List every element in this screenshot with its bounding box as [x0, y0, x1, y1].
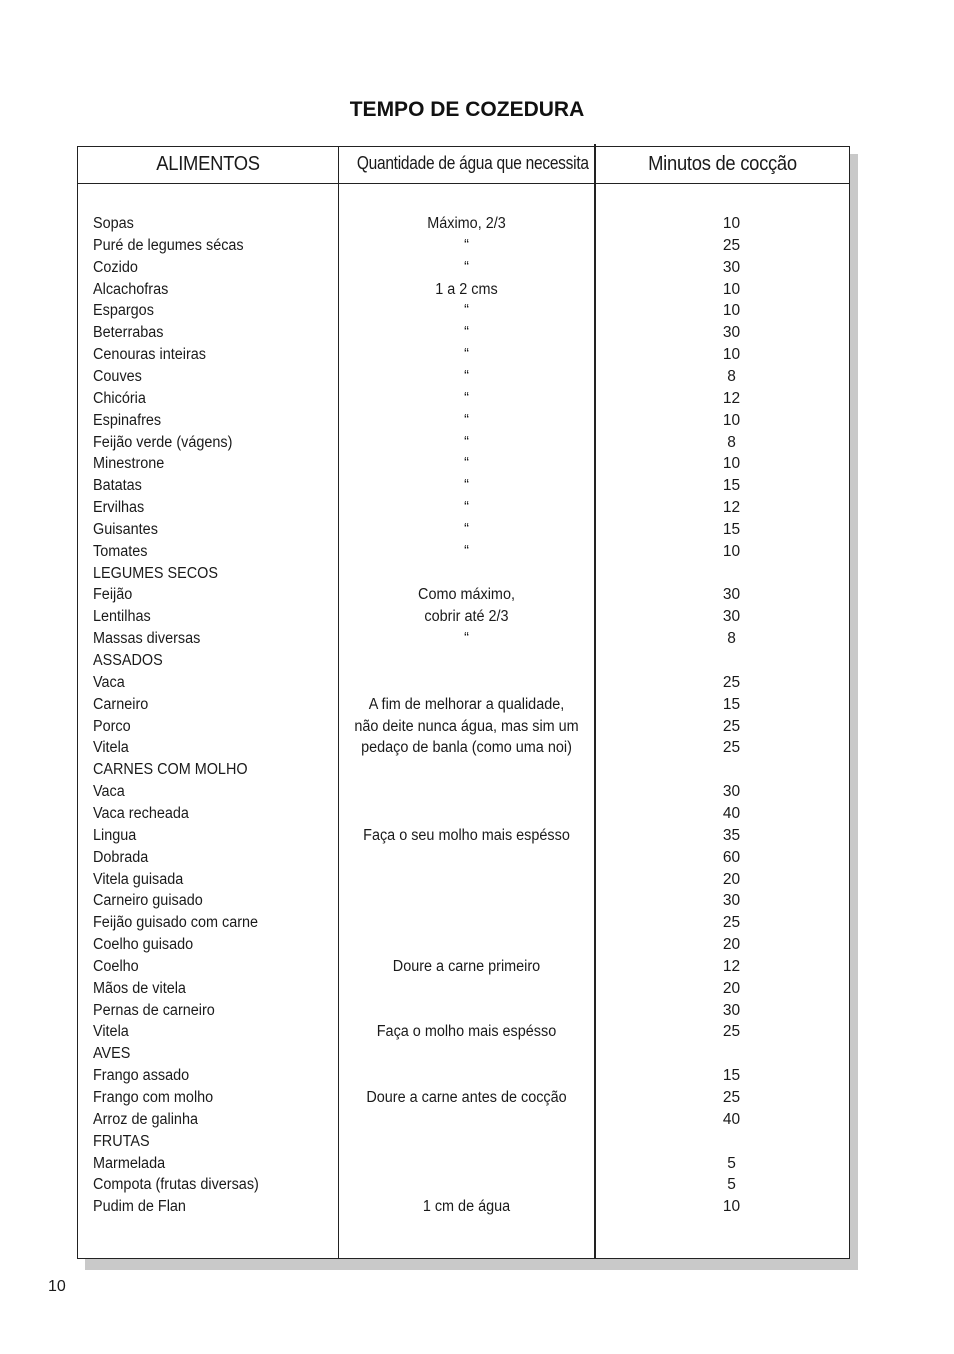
water-note: “	[464, 499, 469, 517]
food-item: Porco	[93, 717, 131, 735]
minutes-value: 12	[722, 957, 741, 975]
minutes-value: 20	[722, 979, 741, 997]
food-item: Feijão verde (vágens)	[93, 433, 233, 451]
food-item: FRUTAS	[93, 1132, 150, 1150]
minutes-value: 10	[722, 542, 741, 560]
water-note: Máximo, 2/3	[427, 215, 506, 232]
header-water: Quantidade de água que necessita	[356, 153, 589, 173]
minutes-value: 35	[722, 826, 741, 844]
food-item: Alcachofras	[93, 280, 169, 298]
minutes-value: 15	[722, 477, 741, 495]
food-item: Cenouras inteiras	[93, 346, 206, 364]
food-item: Lingua	[93, 826, 137, 844]
water-note: A fim de melhorar a qualidade,	[368, 695, 565, 713]
minutes-value: 30	[722, 324, 741, 342]
food-item: Cozido	[93, 258, 138, 276]
food-item: Compota (frutas diversas)	[93, 1176, 259, 1194]
food-item: Pudim de Flan	[93, 1198, 186, 1216]
food-item: Guisantes	[93, 520, 158, 538]
water-note: “	[464, 367, 469, 385]
minutes-value: 10	[722, 455, 741, 473]
water-note: “	[464, 433, 469, 451]
food-item: Feijão	[93, 586, 133, 604]
food-item: Couves	[93, 367, 142, 385]
water-note: “	[464, 236, 469, 254]
water-note: Doure a carne antes de cocção	[366, 1089, 567, 1106]
food-item: Chicória	[93, 389, 146, 407]
cooking-time-table	[77, 146, 850, 1259]
food-item: Feijão guisado com carne	[93, 914, 259, 932]
water-note: 1 a 2 cms	[435, 280, 498, 298]
minutes-value: 25	[722, 236, 741, 254]
minutes-value: 10	[722, 346, 741, 364]
food-item: Massas diversas	[93, 630, 201, 648]
water-note: “	[464, 630, 469, 648]
food-item: LEGUMES SECOS	[93, 564, 218, 582]
food-item: Vitela guisada	[93, 870, 184, 888]
minutes-value: 8	[727, 630, 736, 648]
food-item: Minestrone	[93, 455, 165, 473]
minutes-value: 30	[722, 892, 741, 910]
food-item: AVES	[93, 1045, 131, 1063]
food-item: Mãos de vitela	[93, 979, 186, 997]
minutes-value: 10	[722, 411, 741, 429]
minutes-value: 8	[727, 433, 736, 451]
water-note: Doure a carne primeiro	[392, 957, 541, 975]
minutes-value: 25	[722, 1023, 741, 1041]
header-minutes: Minutos de cocção	[648, 153, 797, 175]
minutes-value: 60	[722, 848, 741, 866]
minutes-value: 10	[722, 215, 741, 232]
food-item: Frango com molho	[93, 1089, 214, 1106]
food-item: Sopas	[93, 215, 134, 232]
food-item: Beterrabas	[93, 324, 164, 342]
water-note: cobrir até 2/3	[424, 608, 509, 626]
header-divider	[78, 183, 849, 184]
minutes-value: 5	[727, 1154, 736, 1172]
minutes-value: 12	[722, 499, 741, 517]
water-note: 1 cm de água	[422, 1198, 511, 1216]
food-item: Lentilhas	[93, 608, 151, 626]
minutes-value: 10	[722, 302, 741, 320]
minutes-value: 40	[722, 1110, 741, 1128]
water-note: “	[464, 389, 469, 407]
minutes-value: 30	[722, 258, 741, 276]
food-item: Pernas de carneiro	[93, 1001, 215, 1019]
minutes-value: 30	[722, 608, 741, 626]
food-item: Vaca	[93, 783, 125, 801]
water-note: Faça o seu molho mais espésso	[363, 826, 570, 844]
minutes-value: 25	[722, 739, 741, 757]
food-item: Batatas	[93, 477, 142, 495]
food-item: Arroz de galinha	[93, 1110, 198, 1128]
food-item: Vitela	[93, 739, 129, 757]
food-item: Carneiro	[93, 695, 149, 713]
minutes-value: 15	[722, 695, 741, 713]
food-item: ASSADOS	[93, 652, 163, 669]
water-note: “	[464, 302, 469, 320]
minutes-value: 30	[722, 1001, 741, 1019]
water-note: Como máximo,	[418, 586, 515, 604]
water-note: “	[464, 455, 469, 473]
food-item: Vaca recheada	[93, 804, 189, 822]
water-note: “	[464, 324, 469, 342]
food-item: Marmelada	[93, 1154, 166, 1172]
food-item: Espargos	[93, 302, 154, 320]
minutes-value: 25	[722, 717, 741, 735]
water-note: “	[464, 258, 469, 276]
food-item: Coelho guisado	[93, 936, 194, 954]
water-note: não deite nunca água, mas sim um	[354, 717, 579, 735]
food-item: Frango assado	[93, 1067, 190, 1085]
minutes-value: 25	[722, 914, 741, 932]
minutes-value: 20	[722, 936, 741, 954]
food-item: Dobrada	[93, 848, 149, 866]
water-note: Faça o molho mais espésso	[376, 1023, 557, 1041]
food-item: Espinafres	[93, 411, 162, 429]
water-note: “	[464, 346, 469, 364]
minutes-value: 25	[722, 673, 741, 691]
food-item: Carneiro guisado	[93, 892, 203, 910]
minutes-value: 15	[722, 1067, 741, 1085]
minutes-value: 8	[727, 367, 736, 385]
minutes-value: 40	[722, 804, 741, 822]
food-item: Puré de legumes sécas	[93, 236, 244, 254]
water-note: “	[464, 411, 469, 429]
page-title: TEMPO DE COZEDURA	[349, 98, 585, 121]
water-note: “	[464, 520, 469, 538]
minutes-value: 15	[722, 520, 741, 538]
food-item: Coelho	[93, 957, 139, 975]
water-note: pedaço de banla (como uma noi)	[361, 739, 572, 757]
minutes-value: 20	[722, 870, 741, 888]
minutes-value: 30	[722, 783, 741, 801]
water-note: “	[464, 542, 469, 560]
food-item: Vitela	[93, 1023, 129, 1041]
minutes-value: 30	[722, 586, 741, 604]
food-item: Ervilhas	[93, 499, 145, 517]
water-note: “	[464, 477, 469, 495]
minutes-value: 12	[722, 389, 741, 407]
food-item: Tomates	[93, 542, 148, 560]
food-item: CARNES COM MOLHO	[93, 761, 248, 779]
food-item: Vaca	[93, 673, 125, 691]
column-divider	[338, 147, 339, 1258]
minutes-value: 5	[727, 1176, 736, 1194]
header-foods: ALIMENTOS	[156, 153, 260, 175]
minutes-value: 10	[722, 280, 741, 298]
minutes-value: 10	[722, 1198, 741, 1216]
minutes-value: 25	[722, 1089, 741, 1106]
page-number: 10	[48, 1278, 66, 1295]
